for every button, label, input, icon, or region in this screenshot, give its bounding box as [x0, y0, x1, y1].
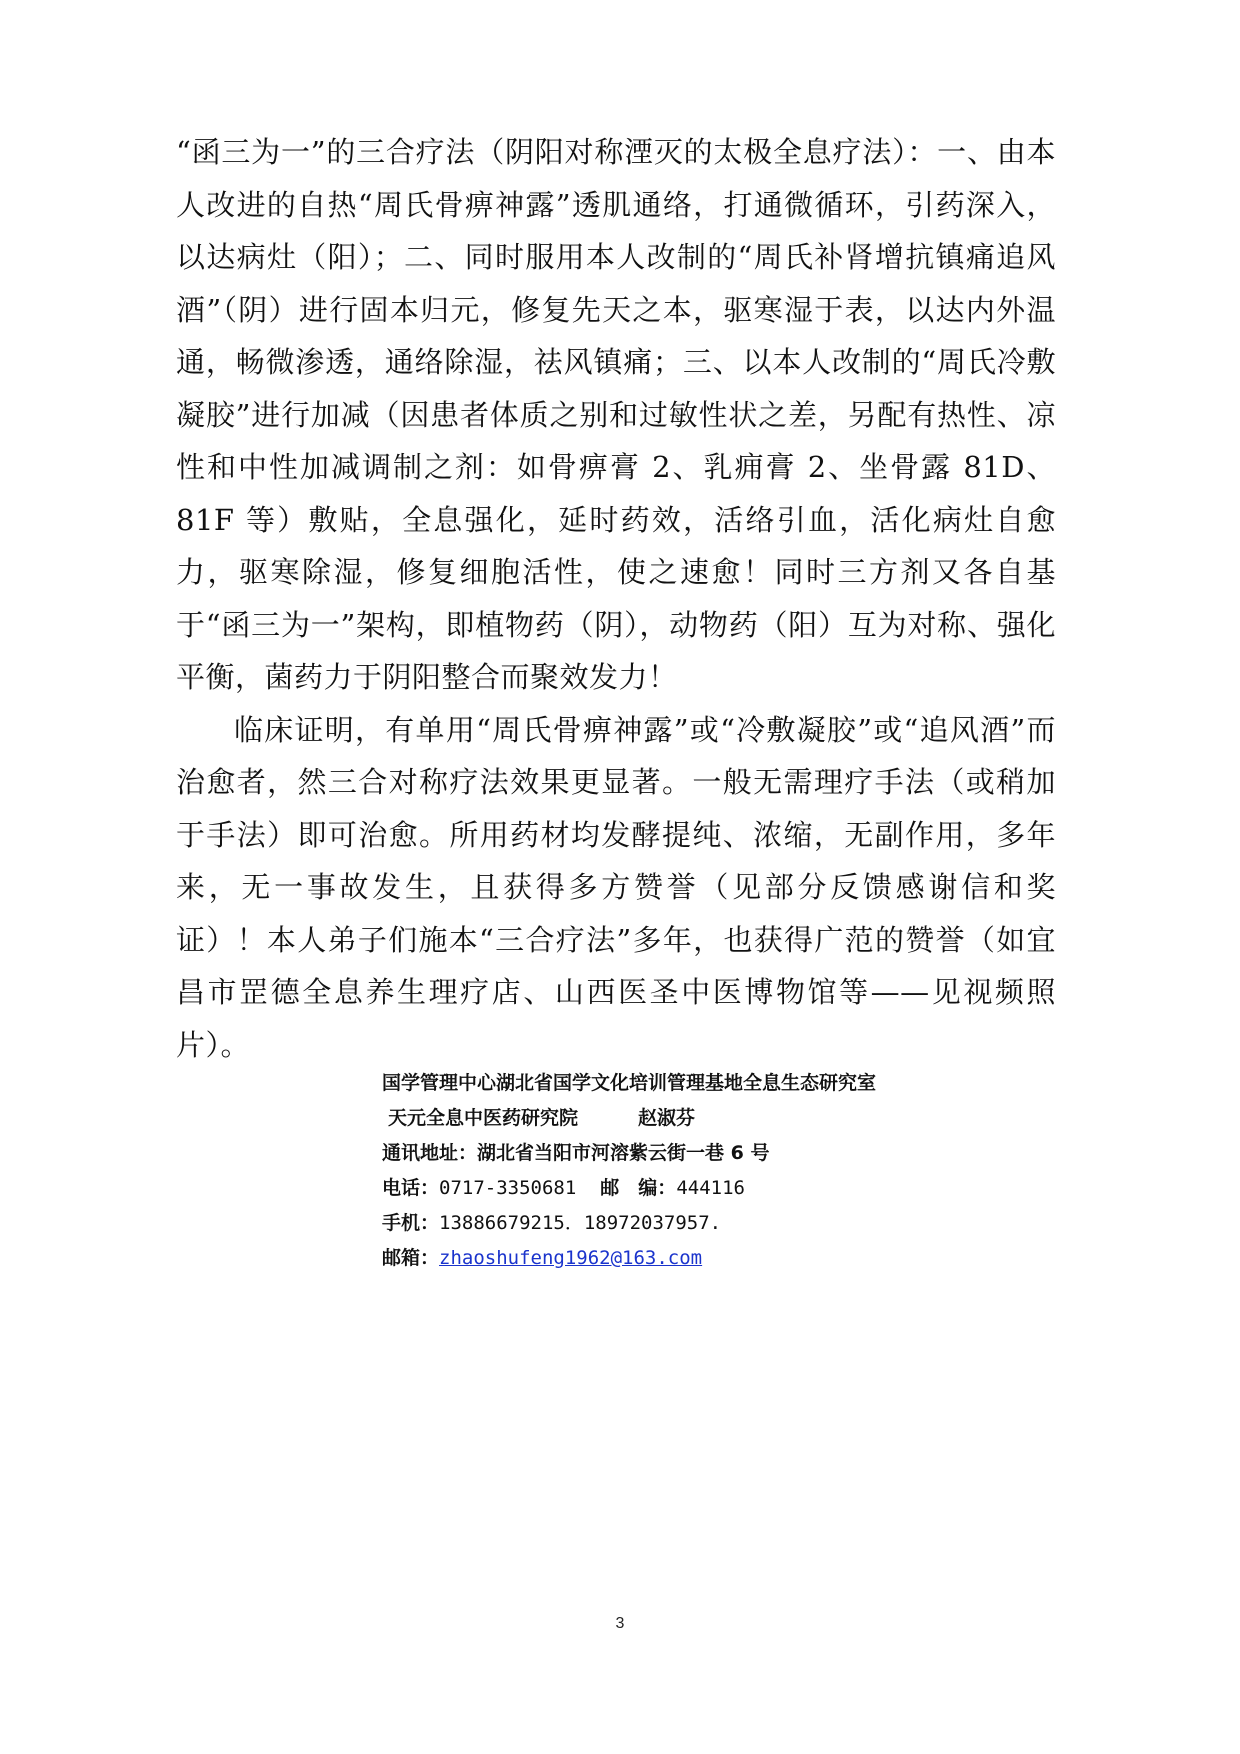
contact-block [382, 1066, 1022, 1276]
organization-name: 国学管理中心湖北省国学文化培训管理基地全息生态研究室 [382, 1072, 877, 1094]
body-paragraph-1: “函三为一”的三合疗法（阴阳对称湮灭的太极全息疗法）：一、由本人改进的自热“周氏骨痹神露”透肌通络，打通微循环，引药深入，以达病灶（阳）；二、同时服用本人改制的“周氏补肾增抗镇痛追风酒”（阴）进行固本归元，修复先天之本，驱寒湿于表，以达内外温通，畅微渗透，通络除湿，祛风镇痛；三、以本人改制的“周氏冷敷凝胶”进行加减（因患者体质之别和过敏性状之差，另配有热性、凉性和中性加减调制之剂：如骨痹膏 2、乳痈膏 2、坐骨露 81D、81F 等）敷贴，全息强化，延时药效，活络引血，活化病灶自愈力，驱寒除湿，修复细胞活性，使之速愈！同时三方剂又各自基于“函三为一”架构，即植物药（阴），动物药（阳）互为对称、强化平衡，菌药力于阴阳整合而聚效发力！ [176, 135, 1056, 694]
mobile-line [382, 1206, 1022, 1241]
institute-name: 天元全息中医药研究院 [388, 1107, 579, 1129]
author-name: 赵淑芬 [638, 1107, 696, 1129]
phone-line [382, 1171, 1022, 1206]
postcode-label: 邮 编： [600, 1177, 677, 1199]
document-body [176, 126, 1056, 1071]
address-value: 湖北省当阳市河溶紫云街一巷 6 号 [477, 1142, 770, 1164]
page-number: 3 [615, 1615, 625, 1632]
mobile-label: 手机： [382, 1212, 440, 1234]
institute-line [382, 1101, 1022, 1136]
address-line [382, 1136, 1022, 1171]
organization-line [382, 1066, 1022, 1101]
email-link[interactable]: zhaoshufeng1962@163.com [439, 1247, 703, 1269]
phone-label: 电话： [382, 1177, 440, 1199]
postcode-value: 444116 [676, 1177, 745, 1199]
body-paragraph-2: 临床证明，有单用“周氏骨痹神露”或“冷敷凝胶”或“追风酒”而治愈者，然三合对称疗法效果更显著。一般无需理疗手法（或稍加于手法）即可治愈。所用药材均发酵提纯、浓缩，无副作用，多年来，无一事故发生，且获得多方赞誉（见部分反馈感谢信和奖证）！本人弟子们施本“三合疗法”多年，也获得广范的赞誉（如宜昌市罡德全息养生理疗店、山西医圣中医博物馆等——见视频照片）。 [176, 712, 1056, 1062]
mobile-value: 13886679215．18972037957. [439, 1212, 722, 1234]
address-label: 通讯地址： [382, 1142, 478, 1164]
phone-value: 0717-3350681 [439, 1177, 577, 1199]
email-line [382, 1241, 1022, 1276]
email-label: 邮箱： [382, 1247, 440, 1269]
